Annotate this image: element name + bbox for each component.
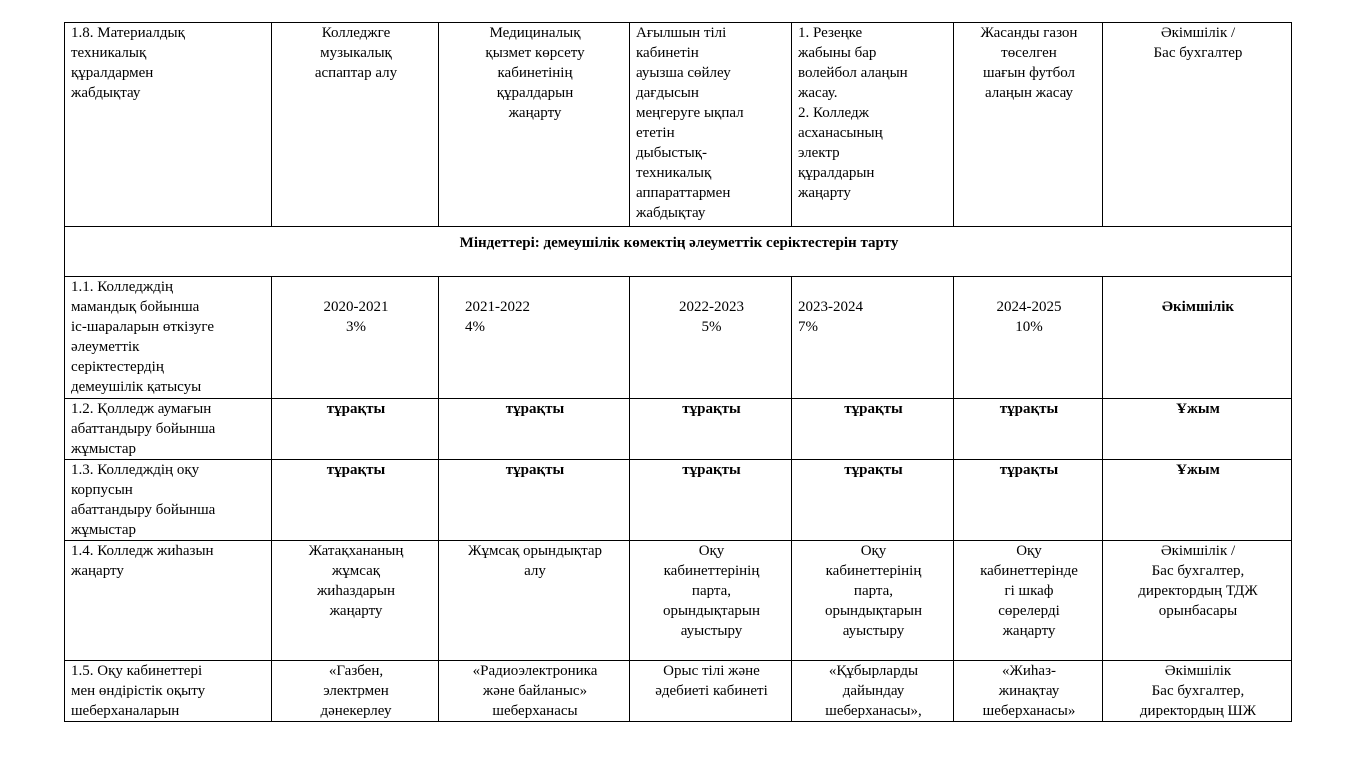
table-row [65,661,1292,722]
year-cell: тұрақты [630,399,792,460]
year-cell: Оқу кабинеттеріндe гі шкаф сөрелерді жаңарту [954,541,1103,661]
year-cell: 2022-2023 5% [630,277,792,399]
section-heading: Міндеттері: демеушілік көмектің әлеуметтік серіктестерін тарту [65,227,1292,277]
year-cell: 2020-2021 3% [272,277,439,399]
table-row [65,460,1292,541]
year-cell: тұрақты [792,399,954,460]
year-cell: 2021-2022 4% [439,277,630,399]
responsible-cell: Ұжым [1103,399,1292,460]
year-cell: Орыс тілі және әдебиеті кабинеті [630,661,792,722]
year-cell: Жасанды газон төселген шағын футбол алаңын жасау [954,23,1103,227]
year-cell: тұрақты [792,460,954,541]
task-cell: 1.8. Материалдық техникалық құралдармен жабдықтау [65,23,272,227]
year-cell: тұрақты [954,399,1103,460]
year-cell: «Радиоэлектроника және байланыс» шеберханасы [439,661,630,722]
year-cell: «Құбырларды дайындау шеберханасы», [792,661,954,722]
responsible-cell: Ұжым [1103,460,1292,541]
year-cell: Колледжге музыкалық аспаптар алу [272,23,439,227]
responsible-cell: Әкімшілік Бас бухгалтер, директордың ШЖ [1103,661,1292,722]
year-cell: Жұмсақ орындықтар алу [439,541,630,661]
table-row [65,227,1292,277]
year-cell: Ағылшын тілі кабинетін ауызша сөйлеу дағдысын меңгеруге ықпал ететін дыбыстық- техникалық аппараттармен жабдықтау [630,23,792,227]
table-row [65,277,1292,399]
year-cell: тұрақты [954,460,1103,541]
year-cell: 2024-2025 10% [954,277,1103,399]
responsible-cell: Әкімшілік [1103,277,1292,399]
responsible-cell: Әкімшілік / Бас бухгалтер, директордың ТДЖ орынбасары [1103,541,1292,661]
year-cell: «Жиһаз- жинақтау шеберханасы» [954,661,1103,722]
responsible-cell: Әкімшілік / Бас бухгалтер [1103,23,1292,227]
year-cell: 1. Резеңке жабыны бар волейбол алаңын жасау. 2. Колледж асханасының электр құралдарын жаңарту [792,23,954,227]
year-cell: тұрақты [439,399,630,460]
year-cell: Оқу кабинеттерінің парта, орындықтарын ауыстыру [792,541,954,661]
year-cell: тұрақты [272,460,439,541]
year-cell: Оқу кабинеттерінің парта, орындықтарын ауыстыру [630,541,792,661]
task-cell: 1.2. Қолледж аумағын абаттандыру бойынша жұмыстар [65,399,272,460]
year-cell: «Газбен, электрмен дәнекерлеу [272,661,439,722]
year-cell: 2023-2024 7% [792,277,954,399]
year-cell: Медициналық қызмет көрсету кабинетінің құралдарын жаңарту [439,23,630,227]
table-row [65,23,1292,227]
development-plan-table [64,22,1292,722]
task-cell: 1.4. Колледж жиһазын жаңарту [65,541,272,661]
year-cell: тұрақты [272,399,439,460]
task-cell: 1.1. Колледждің мамандық бойынша іс-шараларын өткізуге әлеуметтік серіктестердің демеушілік қатысуы [65,277,272,399]
year-cell: тұрақты [630,460,792,541]
year-cell: тұрақты [439,460,630,541]
year-cell: Жатақхананың жұмсақ жиһаздарын жаңарту [272,541,439,661]
table-row [65,541,1292,661]
task-cell: 1.5. Оқу кабинеттері мен өндірістік оқыту шеберханаларын [65,661,272,722]
table-row [65,399,1292,460]
task-cell: 1.3. Колледждің оқу корпусын абаттандыру бойынша жұмыстар [65,460,272,541]
